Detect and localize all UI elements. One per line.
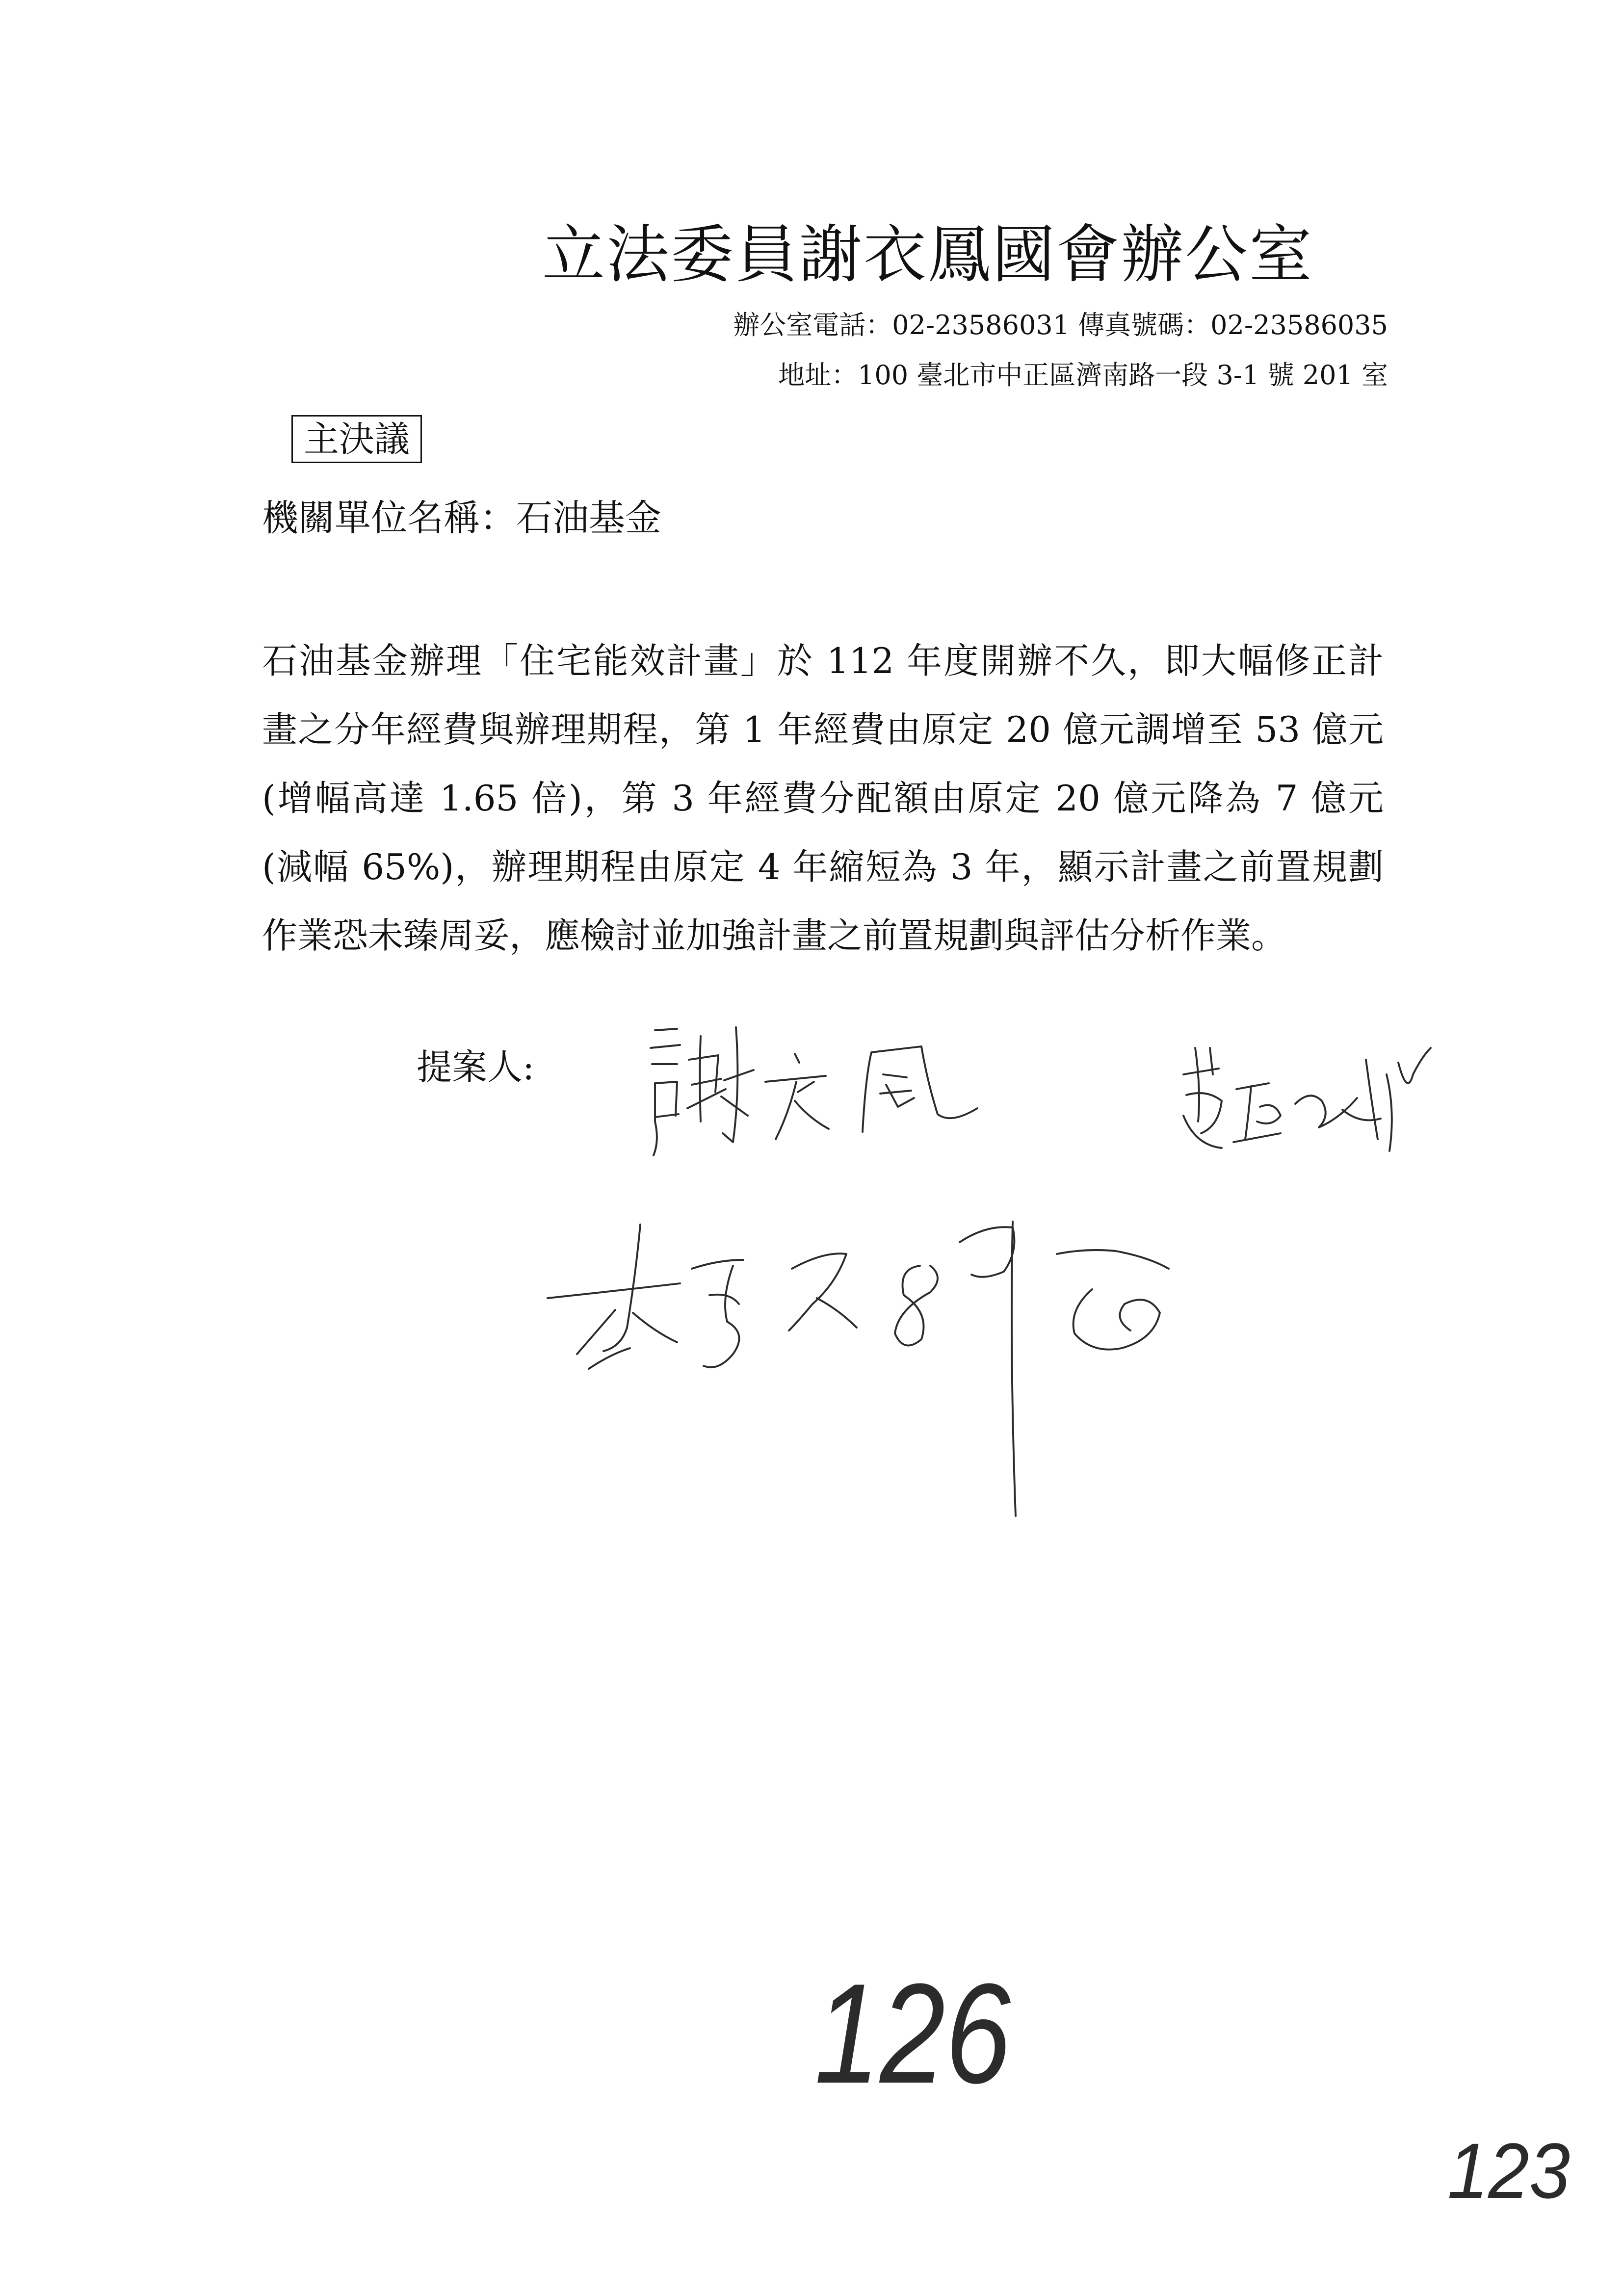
- proposer-label: 提案人:: [417, 1046, 535, 1088]
- signature-stroke: [651, 1027, 977, 1155]
- signature-1: [648, 1016, 979, 1163]
- office-title: 立法委員謝衣鳳國會辦公室: [542, 218, 1314, 291]
- signature-stroke: [548, 1222, 1169, 1516]
- resolution-type-box: 主決議: [291, 415, 422, 463]
- handwritten-page-number: [810, 1954, 1021, 2113]
- body-line: 作業恐未臻周妥，應檢討並加強計畫之前置規劃與評估分析作業。: [262, 915, 1287, 956]
- office-contact-line: 辦公室電話：02-23586031 傳真號碼：02-23586035: [733, 310, 1388, 340]
- agency-name: 機關單位名稱：石油基金: [262, 497, 661, 539]
- office-address-line: 地址：100 臺北市中正區濟南路一段 3-1 號 201 室: [778, 360, 1388, 391]
- resolution-body: [262, 626, 1384, 970]
- body-line: 畫之分年經費與辦理期程，第 1 年經費由原定 20 億元調增至 53 億元: [262, 709, 1384, 750]
- signature-2: [1178, 1030, 1435, 1163]
- body-line: 石油基金辦理「住宅能效計畫」於 112 年度開辦不久，即大幅修正計: [262, 640, 1384, 681]
- signature-3: [545, 1207, 1192, 1523]
- page-number-text: 126: [814, 1954, 1012, 2113]
- signature-stroke: [1183, 1048, 1431, 1151]
- corner-number-text: 123: [1447, 2127, 1570, 2215]
- body-line: (減幅 65%)，辦理期程由原定 4 年縮短為 3 年，顯示計畫之前置規劃: [262, 846, 1384, 887]
- handwritten-corner-number: [1445, 2127, 1577, 2215]
- body-line: (增幅高達 1.65 倍)，第 3 年經費分配額由原定 20 億元降為 7 億元: [262, 778, 1384, 819]
